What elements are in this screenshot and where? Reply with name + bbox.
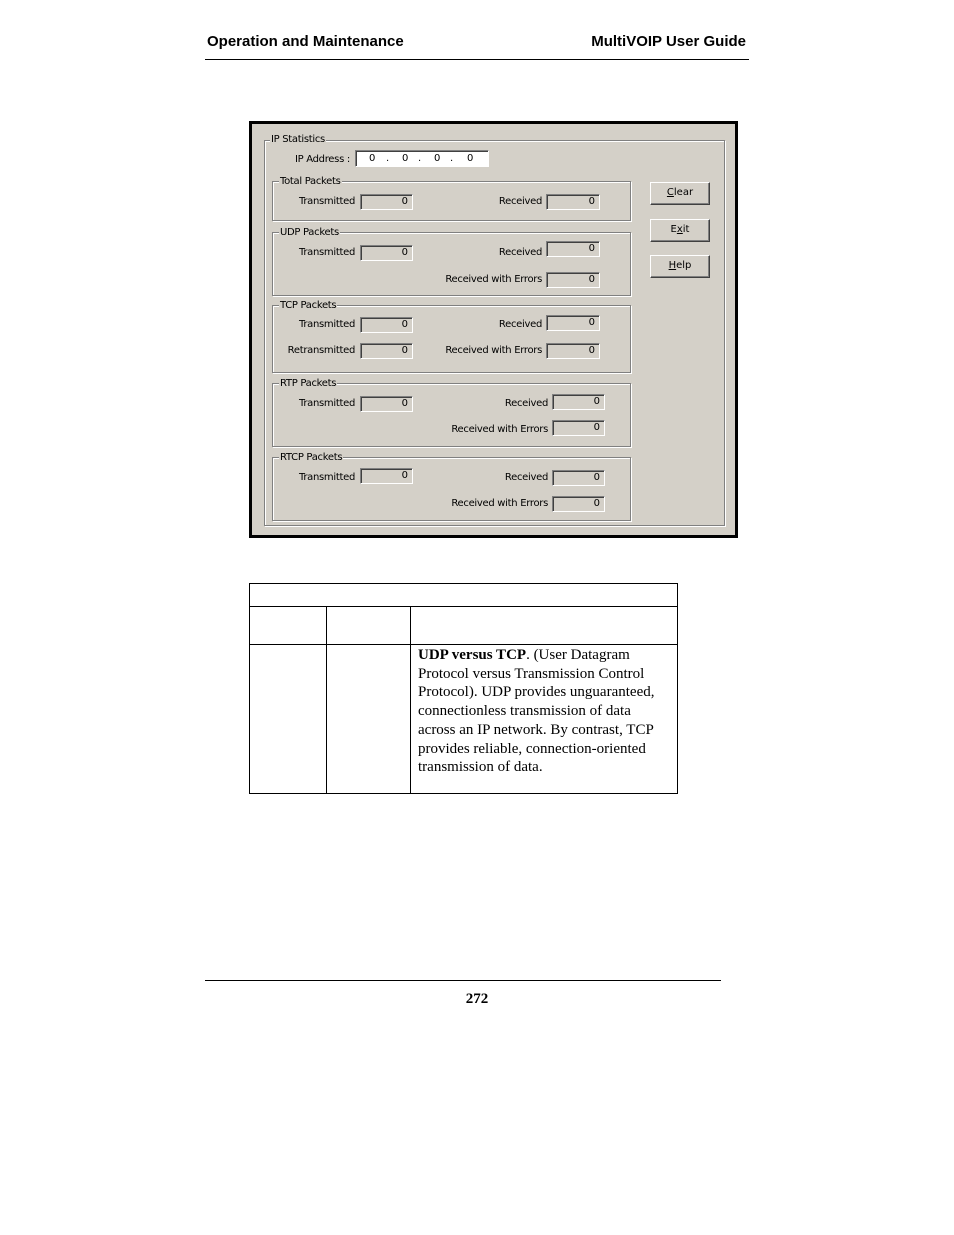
exit-label-end: it [682, 224, 690, 235]
header-rule [205, 59, 749, 60]
exit-label-start: E [670, 224, 677, 235]
udp-tcp-note-heading: UDP versus TCP [418, 647, 527, 663]
udp-tcp-note-body: . (User Datagram Protocol versus Transmission Control Protocol). UDP provides unguaranteed, connectionless transmission of data across an IP network. By contrast, TCP provides reliable, connection-oriented transmission of data. [418, 647, 655, 776]
table-row [250, 645, 678, 794]
rtcp-received-field[interactable]: 0 [552, 470, 605, 486]
udp-transmitted-label: Transmitted [299, 247, 355, 258]
tcp-packets-title: TCP Packets [280, 300, 337, 311]
page-number: 272 [465, 991, 489, 1007]
clear-label: lear [673, 187, 694, 198]
total-transmitted-field[interactable]: 0 [360, 194, 413, 210]
rtcp-transmitted-label: Transmitted [299, 472, 355, 483]
ip-statistics-title: IP Statistics [271, 134, 325, 145]
rtp-transmitted-label: Transmitted [299, 398, 355, 409]
tcp-received-label: Received [498, 319, 542, 330]
tcp-received-field[interactable]: 0 [546, 315, 600, 331]
rtp-received-label: Received [504, 398, 548, 409]
total-transmitted-label: Transmitted [299, 196, 355, 207]
help-mnemonic: H [668, 260, 677, 271]
exit-button[interactable] [650, 219, 710, 242]
rtcp-transmitted-field[interactable]: 0 [360, 468, 413, 484]
rtcp-errors-label: Received with Errors [451, 498, 548, 509]
footer-rule [205, 980, 721, 981]
tcp-retransmitted-label: Retransmitted [287, 345, 355, 356]
tcp-transmitted-field[interactable]: 0 [360, 317, 413, 333]
rtp-packets-title: RTP Packets [280, 378, 337, 389]
rtcp-received-label: Received [504, 472, 548, 483]
table-description-cell [411, 645, 678, 794]
ip-statistics-dialog [249, 121, 738, 538]
total-packets-title: Total Packets [280, 176, 341, 187]
header-guide-title: MultiVOIP User Guide [591, 33, 746, 50]
udp-packets-title: UDP Packets [280, 227, 339, 238]
tcp-retransmitted-field[interactable]: 0 [360, 343, 413, 359]
header-section-title: Operation and Maintenance [207, 33, 404, 50]
table-title-row [250, 584, 678, 607]
udp-tcp-note [411, 645, 677, 777]
tcp-transmitted-label: Transmitted [299, 319, 355, 330]
total-received-field[interactable]: 0 [546, 194, 600, 210]
total-received-label: Received [498, 196, 542, 207]
clear-button[interactable] [650, 182, 710, 205]
table-title-cell [250, 584, 678, 607]
rtp-transmitted-field[interactable]: 0 [360, 396, 413, 412]
rtcp-errors-field[interactable]: 0 [552, 496, 605, 512]
ip-address-label: IP Address : [295, 154, 350, 165]
ip-dot-1: . [386, 153, 390, 164]
tcp-errors-field[interactable]: 0 [546, 343, 600, 359]
ip-dot-2: . [418, 153, 422, 164]
help-label: elp [676, 260, 692, 271]
table-header-cell [327, 607, 411, 645]
udp-received-label: Received [498, 247, 542, 258]
udp-transmitted-field[interactable]: 0 [360, 245, 413, 261]
table-header-cell [411, 607, 678, 645]
help-button[interactable] [650, 255, 710, 278]
udp-errors-field[interactable]: 0 [546, 272, 600, 288]
ip-octet-2: 0 [402, 153, 409, 164]
ip-dot-3: . [450, 153, 454, 164]
exit-mnemonic: x [676, 224, 683, 235]
rtp-packets-group [272, 383, 631, 447]
rtp-errors-field[interactable]: 0 [552, 420, 605, 436]
ip-octet-3: 0 [434, 153, 441, 164]
rtp-errors-label: Received with Errors [451, 424, 548, 435]
udp-received-field[interactable]: 0 [546, 241, 600, 257]
rtp-received-field[interactable]: 0 [552, 394, 605, 410]
table-header-row [250, 607, 678, 645]
table-cell [327, 645, 411, 794]
ip-octet-1: 0 [369, 153, 376, 164]
rtcp-packets-title: RTCP Packets [280, 452, 343, 463]
ip-address-field[interactable] [355, 150, 489, 167]
tcp-errors-label: Received with Errors [445, 345, 542, 356]
ip-statistics-table [249, 583, 678, 794]
table-header-cell [250, 607, 327, 645]
table-cell [250, 645, 327, 794]
ip-octet-4: 0 [467, 153, 474, 164]
clear-mnemonic: C [666, 187, 674, 198]
udp-errors-label: Received with Errors [445, 274, 542, 285]
